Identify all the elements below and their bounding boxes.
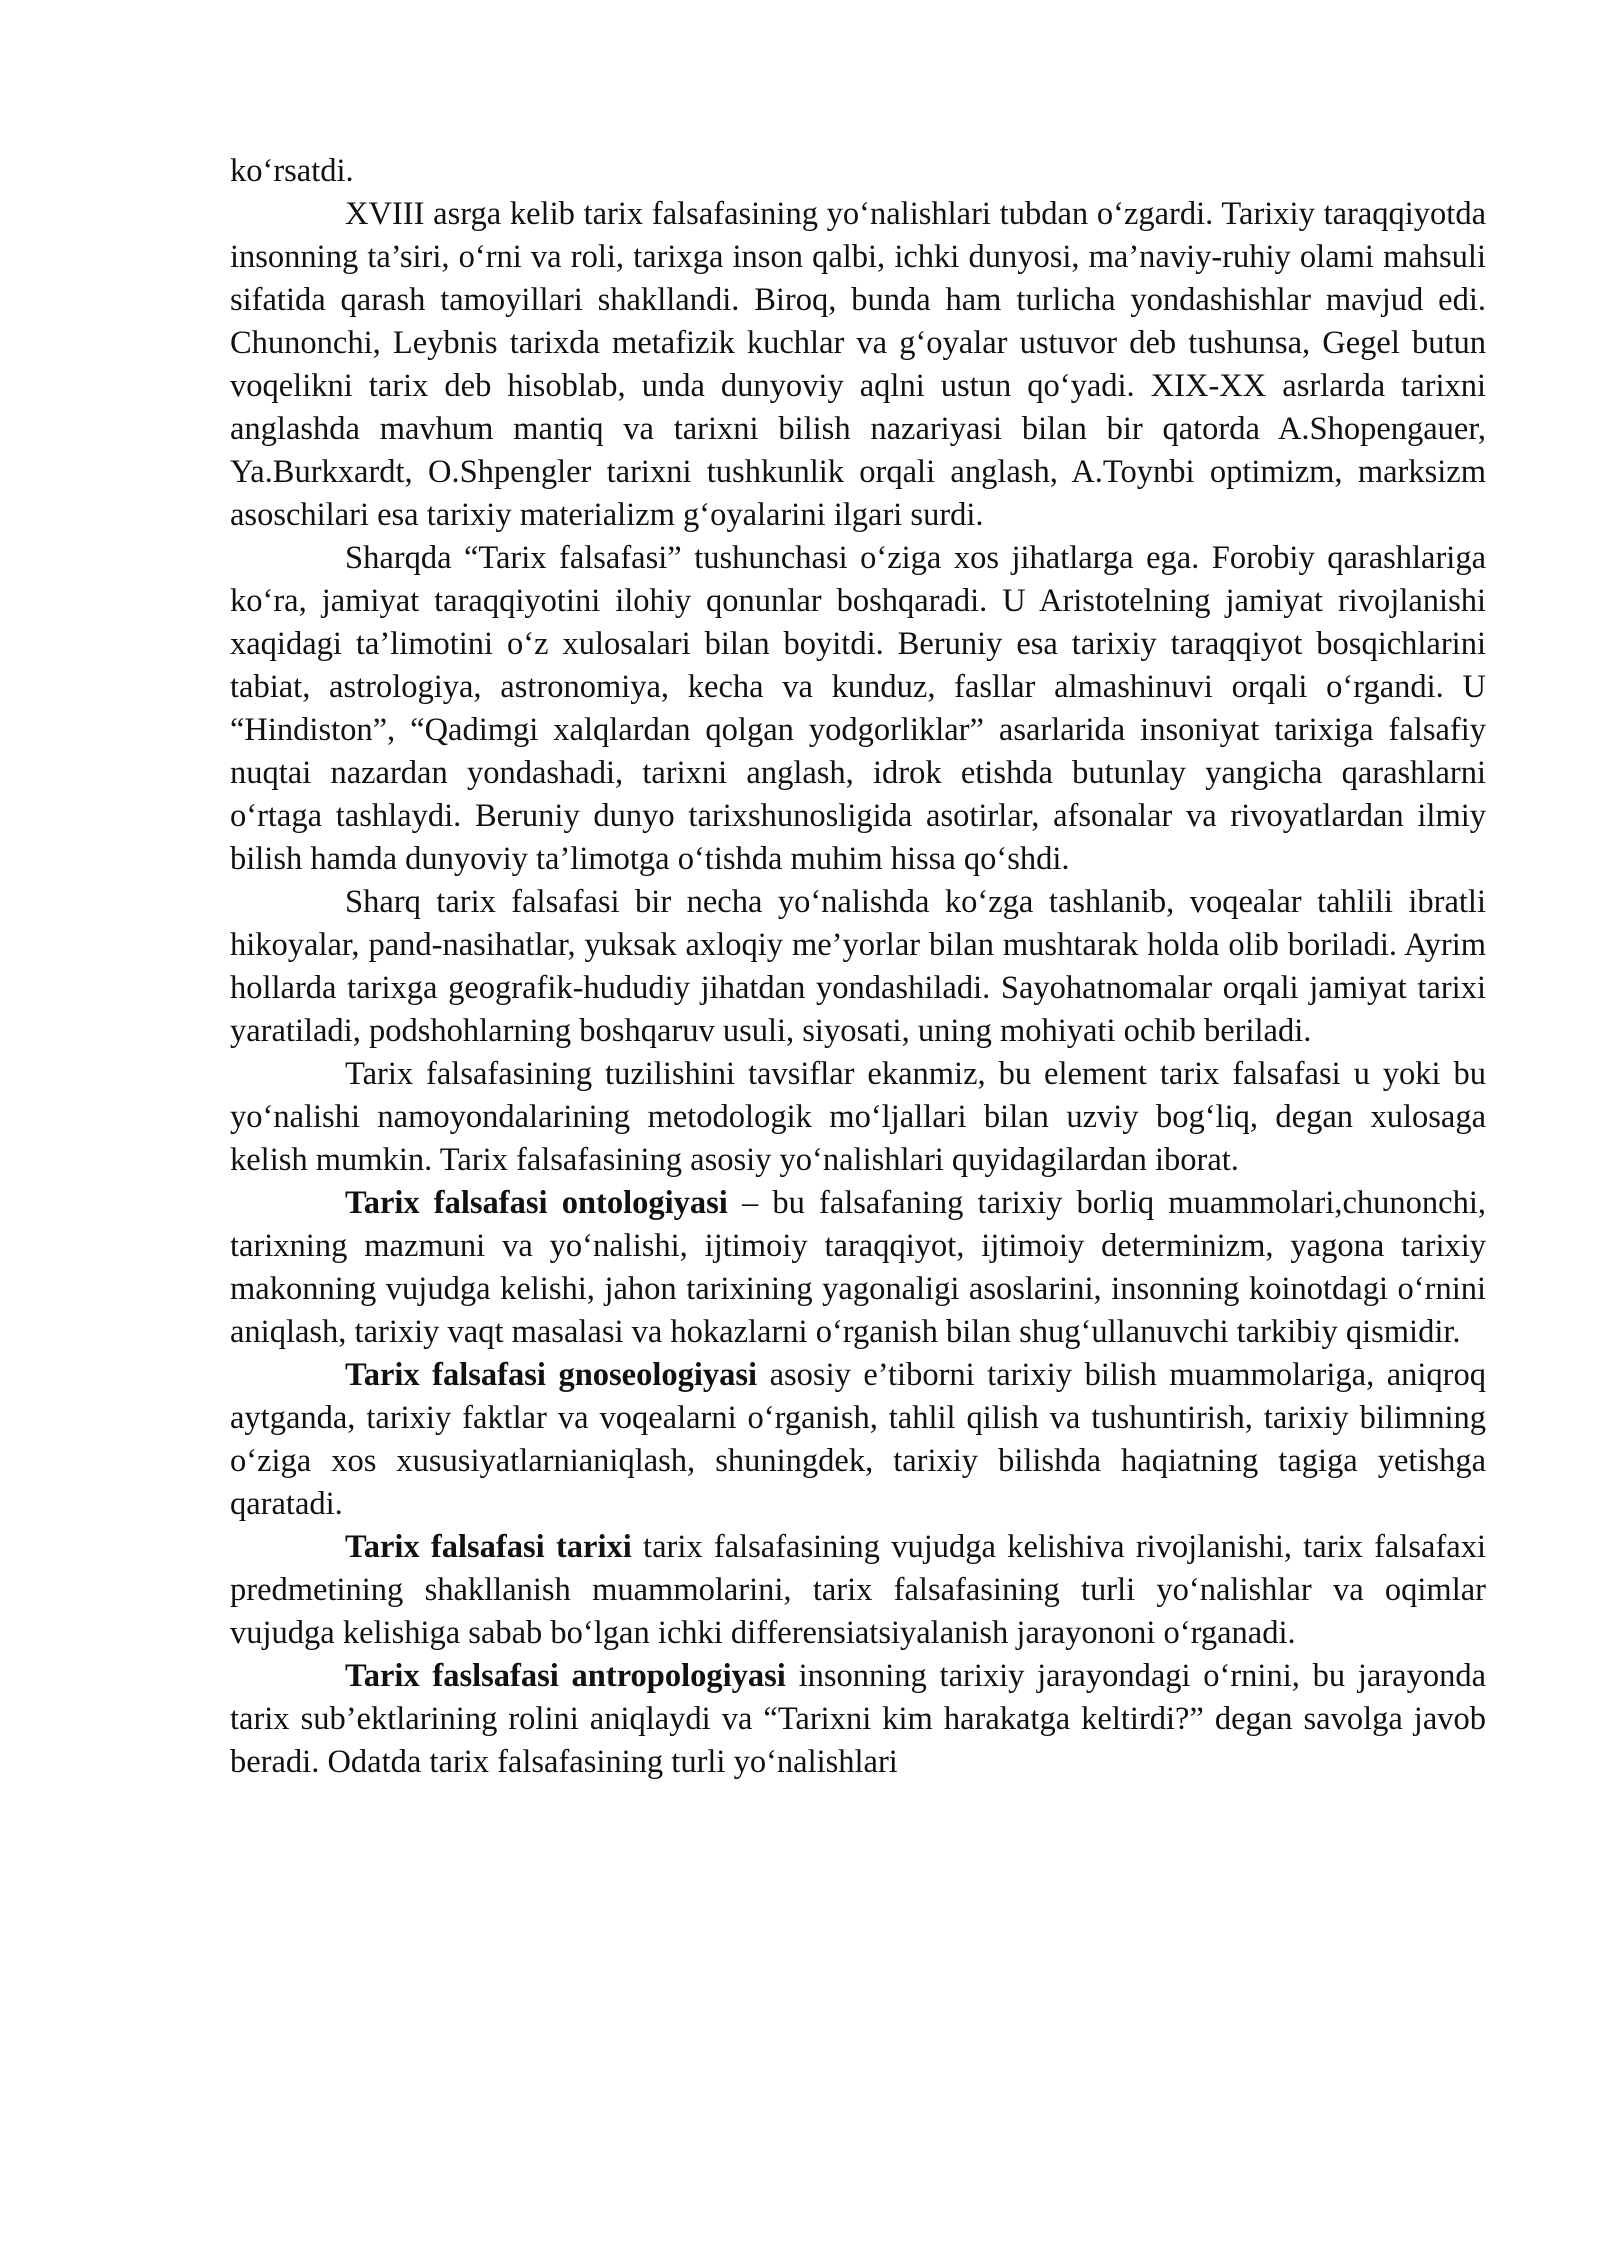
document-page <box>230 150 1486 1784</box>
ontology-text: – bu falsafaning tarixiy borliq muammolari,chunonchi, tarixning mazmuni va yo‘nalishi, ijtimoiy taraqqiyot, ijtimoiy determinizm, yagona tarixiy makonning vujudga kelishi, jahon tarixining yagonaligi asoslarini, insonning koinotdagi o‘rnini aniqlash, tarixiy vaqt masalasi va hokazlarni o‘rganish bilan shug‘ullanuvchi tarkibiy qismidir. <box>230 1185 1486 1350</box>
paragraph-east-directions: Sharq tarix falsafasi bir necha yo‘nalishda ko‘zga tashlanib, voqealar tahlili ibratli hikoyalar, pand-nasihatlar, yuksak axloqiy me’yorlar bilan mushtarak holda olib boriladi. Ayrim hollarda tarixga geografik-hududiy jihatdan yondashiladi. Sayohatnomalar orqali jamiyat tarixi yaratiladi, podshohlarning boshqaruv usuli, siyosati, uning mohiyati ochib beriladi. <box>230 884 1486 1049</box>
term-history: Tarix falsafasi tarixi <box>345 1529 632 1565</box>
term-gnoseology: Tarix falsafasi gnoseologiyasi <box>345 1357 758 1393</box>
anthropology-text: insonning tarixiy jarayondagi o‘rnini, bu jarayonda tarix sub’ektlarining rolini aniqlaydi va “Tarixni kim harakatga keltirdi?” degan savolga javob beradi. Odatda tarix falsafasining turli yo‘nalishlari <box>230 1658 1486 1780</box>
paragraph-gnoseology <box>230 1354 1486 1526</box>
gnoseology-text: asosiy e’tiborni tarixiy bilish muammolariga, aniqroq aytganda, tarixiy faktlar va voqealarni o‘rganish, tahlil qilish va tushuntirish, tarixiy bilimning o‘ziga xos xususiyatlarnianiqlash, shuningdek, tarixiy bilishda haqiatning tagiga yetishga qaratadi. <box>230 1357 1486 1522</box>
paragraph-continuation: ko‘rsatdi. <box>230 153 354 189</box>
history-text: tarix falsafasining vujudga kelishiva rivojlanishi, tarix falsafaxi predmetining shakllanish muammolarini, tarix falsafasining turli yo‘nalishlar va oqimlar vujudga kelishiga sabab bo‘lgan ichki differensiatsiyalanish jarayononi o‘rganadi. <box>230 1529 1486 1651</box>
paragraph-anthropology <box>230 1655 1486 1784</box>
paragraph-history <box>230 1526 1486 1655</box>
paragraph-ontology <box>230 1182 1486 1354</box>
term-ontology: Tarix falsafasi ontologiyasi <box>345 1185 728 1221</box>
paragraph-east-philosophy: Sharqda “Tarix falsafasi” tushunchasi o‘ziga xos jihatlarga ega. Forobiy qarashlariga ko‘ra, jamiyat taraqqiyotini ilohiy qonunlar boshqaradi. U Aristotelning jamiyat rivojlanishi xaqidagi ta’limotini o‘z xulosalari bilan boyitdi. Beruniy esa tarixiy taraqqiyot bosqichlarini tabiat, astrologiya, astronomiya, kecha va kunduz, fasllar almashinuvi orqali o‘rgandi. U “Hindiston”, “Qadimgi xalqlardan qolgan yodgorliklar” asarlarida insoniyat tarixiga falsafiy nuqtai nazardan yondashadi, tarixni anglash, idrok etishda butunlay yangicha qarashlarni o‘rtaga tashlaydi. Beruniy dunyo tarixshunosligida asotirlar, afsonalar va rivoyatlardan ilmiy bilish hamda dunyoviy ta’limotga o‘tishda muhim hissa qo‘shdi. <box>230 540 1486 877</box>
term-anthropology: Tarix faslsafasi antropologiyasi <box>345 1658 786 1694</box>
paragraph-structure: Tarix falsafasining tuzilishini tavsiflar ekanmiz, bu element tarix falsafasi u yoki bu yo‘nalishi namoyondalarining metodologik mo‘ljallari bilan uzviy bog‘liq, degan xulosaga kelish mumkin. Tarix falsafasining asosiy yo‘nalishlari quyidagilardan iborat. <box>230 1056 1486 1178</box>
paragraph-xviii-century: XVIII asrga kelib tarix falsafasining yo‘nalishlari tubdan o‘zgardi. Tarixiy taraqqiyotda insonning ta’siri, o‘rni va roli, tarixga inson qalbi, ichki dunyosi, ma’naviy-ruhiy olami mahsuli sifatida qarash tamoyillari shakllandi. Biroq, bunda ham turlicha yondashishlar mavjud edi. Chunonchi, Leybnis tarixda metafizik kuchlar va g‘oyalar ustuvor deb tushunsa, Gegel butun voqelikni tarix deb hisoblab, unda dunyoviy aqlni ustun qo‘yadi. XIX-XX asrlarda tarixni anglashda mavhum mantiq va tarixni bilish nazariyasi bilan bir qatorda A.Shopengauer, Ya.Burkxardt, O.Shpengler tarixni tushkunlik orqali anglash, A.Toynbi optimizm, marksizm asoschilari esa tarixiy materializm g‘oyalarini ilgari surdi. <box>230 196 1486 533</box>
